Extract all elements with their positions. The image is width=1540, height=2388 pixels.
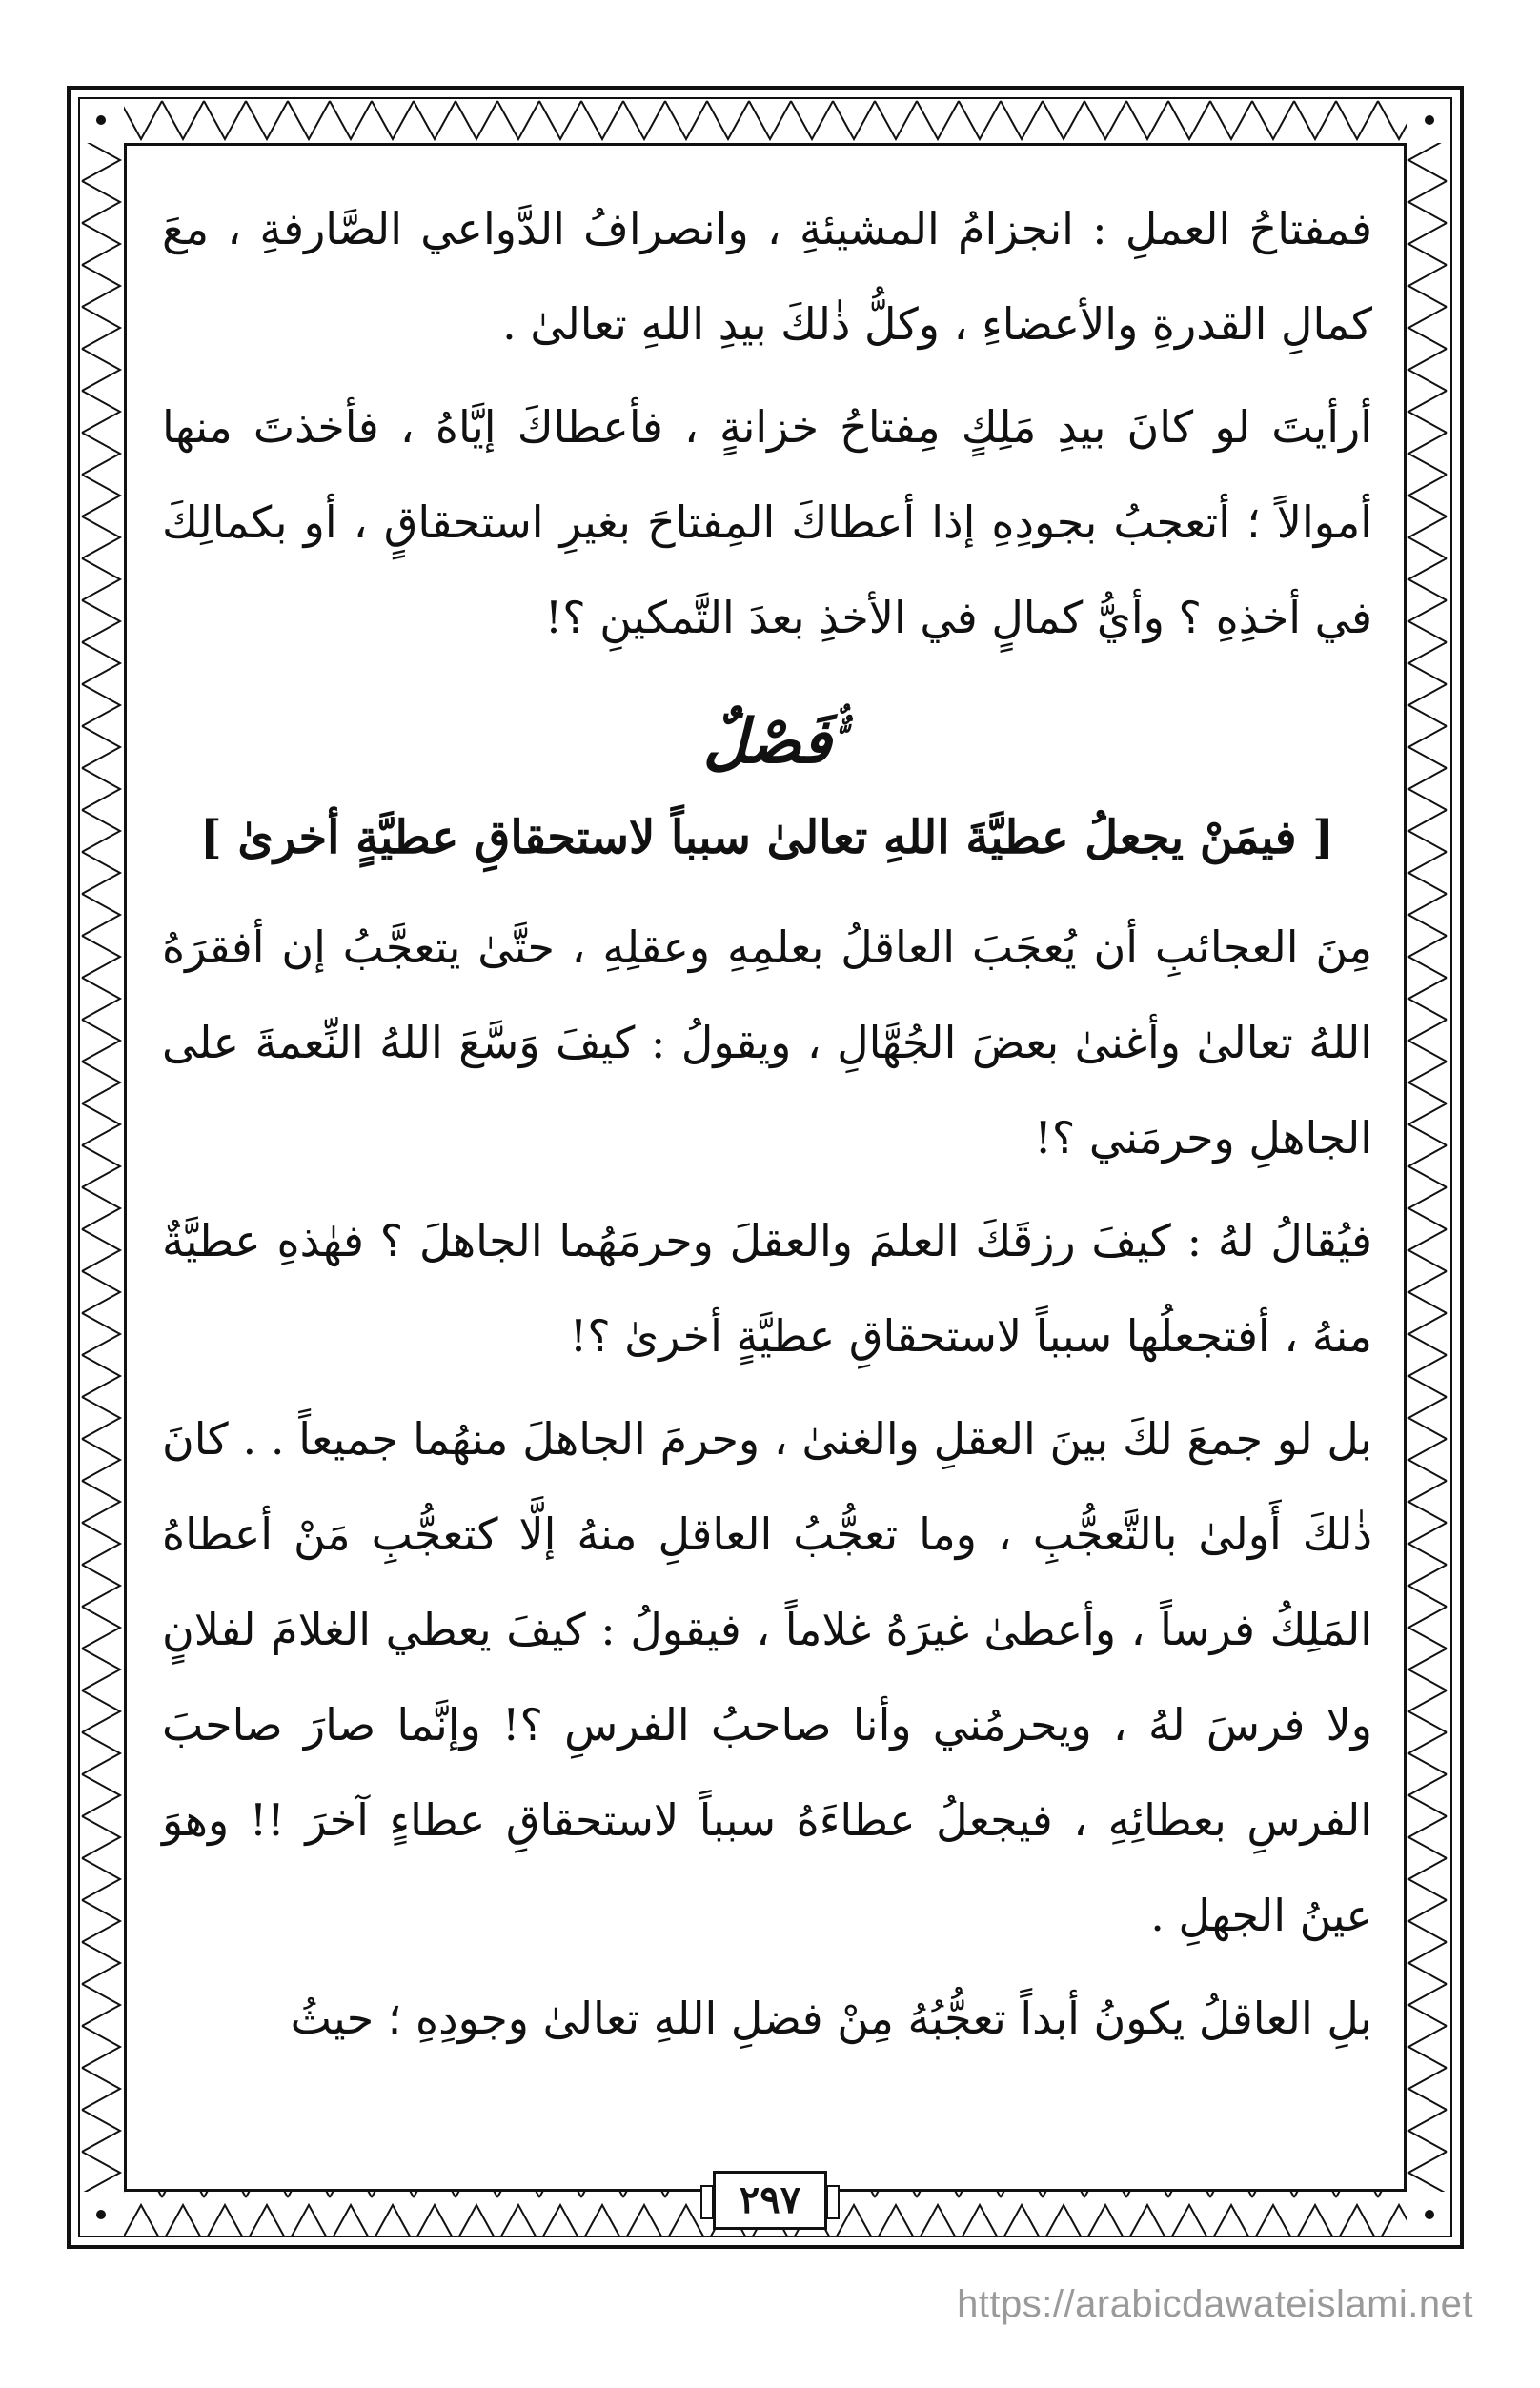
watermark-url: https://arabicdawateislami.net: [957, 2283, 1473, 2325]
section-title: [ فيمَنْ يجعلُ عطيَّةَ اللهِ تعالىٰ سبباً لاستحقاقِ عطيَّةٍ أخرىٰ ]: [199, 811, 1334, 864]
paragraph-1: فمفتاحُ العملِ : انجزامُ المشيئةِ ، وانصرافُ الدَّواعي الصَّارفةِ ، معَ كمالِ القدرةِ والأعضاءِ ، وكلُّ ذٰلكَ بيدِ اللهِ تعالىٰ .: [162, 203, 1372, 350]
page-number: ٢٩٧: [713, 2171, 827, 2230]
page-body: [162, 181, 1372, 2074]
paragraph-4: فيُقالُ لهُ : كيفَ رزقَكَ العلمَ والعقلَ وحرمَهُما الجاهلَ ؟ فهٰذهِ عطيَّةٌ منهُ ، أفتجعلُها سبباً لاستحقاقِ عطيَّةٍ أخرىٰ ؟!: [162, 1215, 1372, 1362]
paragraph-5: بل لو جمعَ لكَ بينَ العقلِ والغنىٰ ، وحرمَ الجاهلَ منهُما جميعاً . . كانَ ذٰلكَ أَولىٰ بالتَّعجُّبِ ، وما تعجُّبُ العاقلِ منهُ إلَّا كتعجُّبِ مَنْ أعطاهُ المَلِكُ فرساً ، وأعطىٰ غيرَهُ غلاماً ، فيقولُ : كيفَ يعطي الغلامَ لفلانٍ ولا فرسَ لهُ ، ويحرمُني وأنا صاحبُ الفرسِ ؟! وإنَّما صارَ صاحبَ الفرسِ بعطائِهِ ، فيجعلُ عطاءَهُ سبباً لاستحقاقِ عطاءٍ آخرَ !! وهوَ عينُ الجهلِ .: [162, 1413, 1372, 1941]
paragraph-6: بلِ العاقلُ يكونُ أبداً تعجُّبُهُ مِنْ فضلِ اللهِ تعالىٰ وجودِهِ ؛ حيثُ: [290, 1993, 1372, 2044]
section-ornament-row: [162, 690, 1372, 795]
paragraph-2: أرأيتَ لو كانَ بيدِ مَلِكٍ مِفتاحُ خزانةٍ ، فأعطاكَ إيَّاهُ ، فأخذتَ منها أموالاً ؛ أتعجبُ بجودِهِ إذا أعطاكَ المِفتاحَ بغيرِ استحقاقٍ ، أو بكمالِكَ في أخذِهِ ؟ وأيُّ كمالٍ في الأخذِ بعدَ التَّمكينِ ؟!: [162, 401, 1372, 643]
paragraph-3: مِنَ العجائبِ أن يُعجَبَ العاقلُ بعلمِهِ وعقلِهِ ، حتَّىٰ يتعجَّبُ إن أفقرَهُ اللهُ تعالىٰ وأغنىٰ بعضَ الجُهَّالِ ، ويقولُ : كيفَ وَسَّعَ اللهُ النِّعمةَ على الجاهلِ وحرمَني ؟!: [162, 921, 1372, 1164]
section-ornament: فَصْلٌ: [702, 706, 832, 778]
